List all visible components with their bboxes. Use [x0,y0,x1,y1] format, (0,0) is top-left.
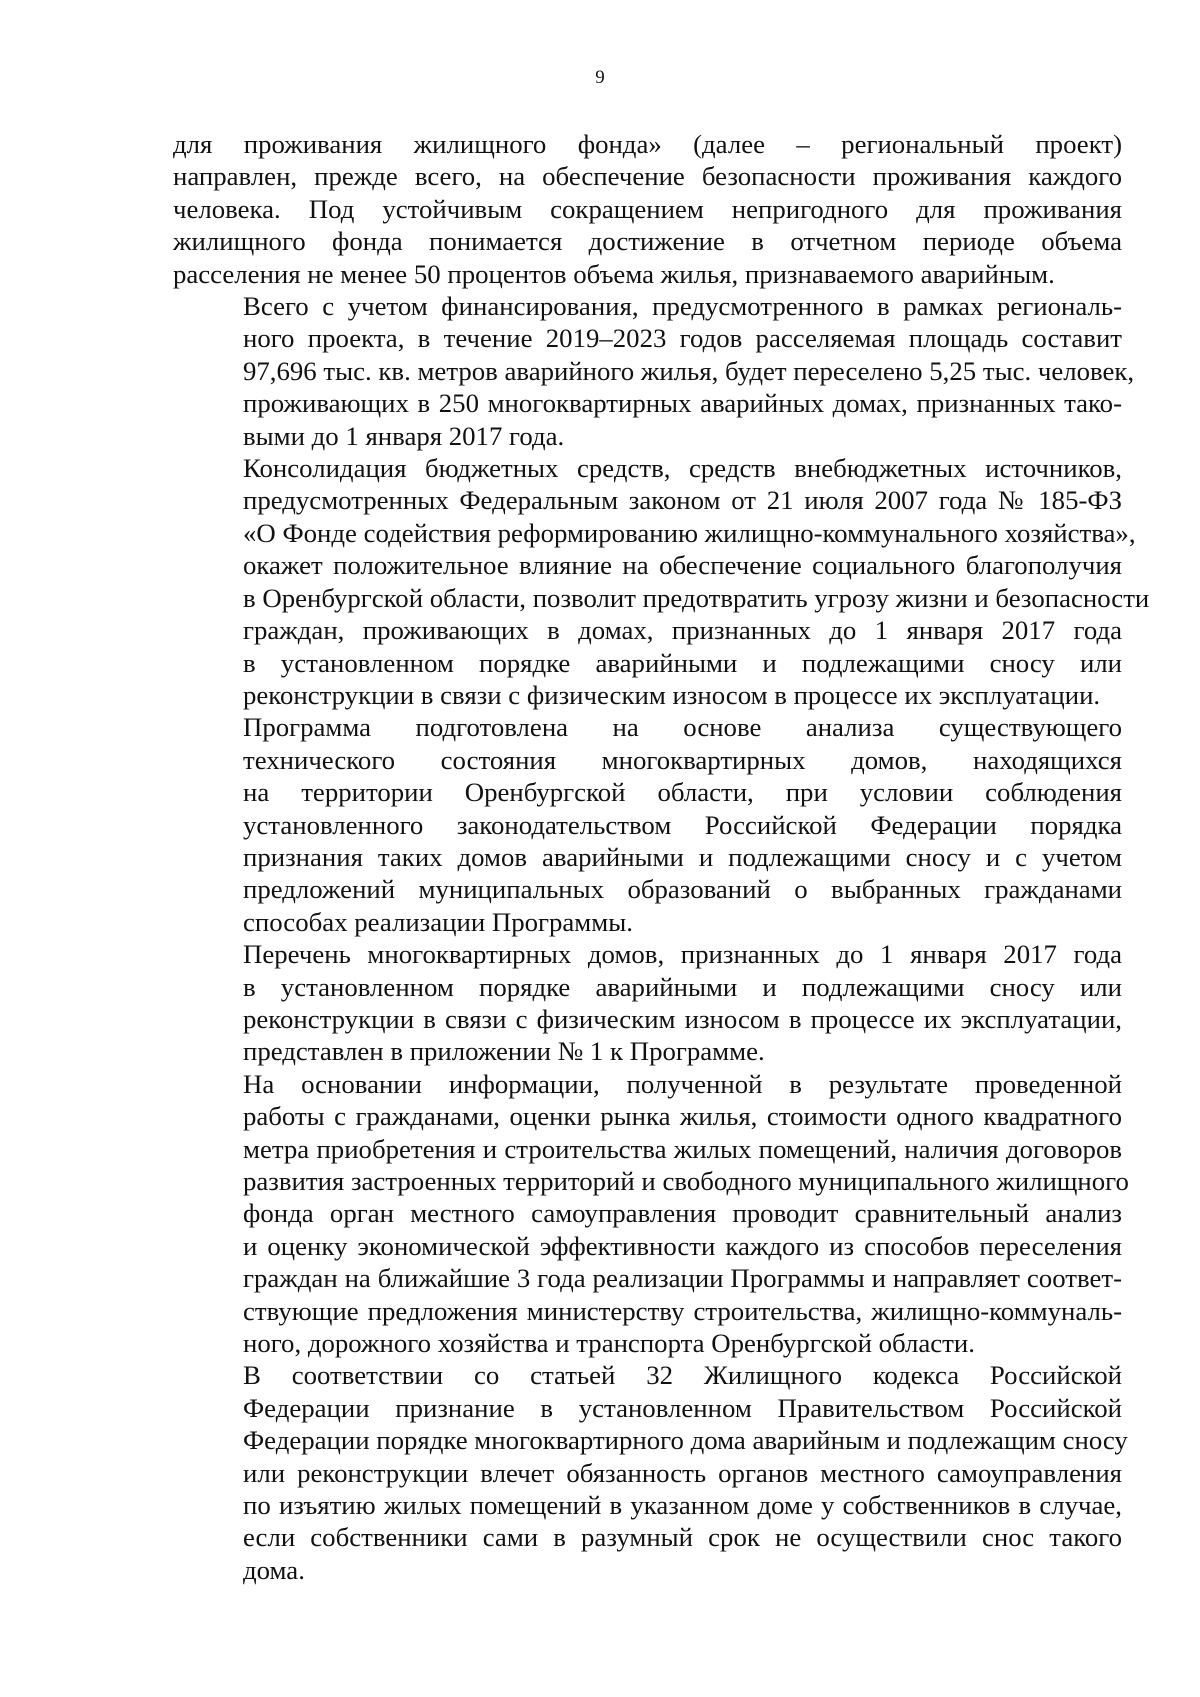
paragraph [173,452,1150,711]
text-line: расселения не менее 50 процентов объема жилья, признаваемого аварийным. [173,258,1055,289]
text-line: реконструкции в связи с физическим износом в процессе их эксплуатации, [243,1003,1122,1034]
text-line: граждан на ближайшие 3 года реализации Программы и направляет соответ- [243,1263,1122,1294]
text-line: Программа подготовлена на основе анализа существующего [243,712,1122,743]
paragraph [173,290,1135,452]
text-line: установленного законодательством Российской Федерации порядка [243,809,1122,840]
text-line: ствующие предложения министерству строительства, жилищно-коммуналь- [243,1295,1122,1326]
text-line: граждан, проживающих в домах, признанных до 1 января 2017 года [243,615,1122,646]
text-line: В соответствии со статьей 32 Жилищного кодекса Российской [243,1360,1122,1391]
page-number: 9 [595,67,605,88]
text-line: «О Фонде содействия реформированию жилищно-коммунального хозяйства», [243,517,1136,548]
text-line: работы с гражданами, оценки рынка жилья, стоимости одного квадратного [243,1101,1122,1132]
paragraph [173,711,1122,938]
text-line: ного проекта, в течение 2019–2023 годов расселяемая площадь составит [243,323,1122,354]
text-line: в установленном порядке аварийными и подлежащими сносу или [243,647,1122,678]
paragraph [173,128,1122,290]
text-line: дома. [243,1554,305,1585]
text-line: если собственники сами в разумный срок не осуществили снос такого [243,1522,1122,1553]
text-line: представлен в приложении № 1 к Программе. [243,1036,765,1067]
text-line: для проживания жилищного фонда» (далее – региональный проект) [173,129,1122,159]
text-line: реконструкции в связи с физическим износом в процессе их эксплуатации. [243,679,1101,710]
text-line: или реконструкции влечет обязанность органов местного самоуправления [243,1457,1122,1488]
text-line: фонда орган местного самоуправления проводит сравнительный анализ [243,1198,1122,1229]
text-line: и оценку экономической эффективности каждого из способов переселения [243,1230,1122,1261]
text-line: в Оренбургской области, позволит предотвратить угрозу жизни и безопасности [243,582,1150,613]
text-line: по изъятию жилых помещений в указанном доме у собственников в случае, [243,1490,1122,1521]
text-line: Перечень многоквартирных домов, признанных до 1 января 2017 года [243,939,1122,970]
text-line: признания таких домов аварийными и подлежащими сносу и с учетом [243,841,1122,872]
paragraph [173,1359,1128,1586]
text-line: окажет положительное влияние на обеспечение социального благополучия [243,550,1122,581]
text-line: в установленном порядке аварийными и подлежащими сносу или [243,971,1122,1002]
text-line: ного, дорожного хозяйства и транспорта Оренбургской области. [243,1328,975,1359]
text-line: Всего с учетом финансирования, предусмотренного в рамках региональ- [243,291,1122,322]
text-line: предусмотренных Федеральным законом от 21 июля 2007 года № 185-ФЗ [243,485,1122,516]
text-line: На основании информации, полученной в результате проведенной [243,1068,1122,1099]
text-line: Федерации признание в установленном Правительством Российской [243,1392,1122,1423]
text-line: 97,696 тыс. кв. метров аварийного жилья, будет переселено 5,25 тыс. человек, [243,355,1135,386]
text-line: Консолидация бюджетных средств, средств внебюджетных источников, [243,453,1122,484]
text-line: выми до 1 января 2017 года. [243,420,565,451]
text-line: человека. Под устойчивым сокращением непригодного для проживания [173,193,1122,224]
text-line: предложений муниципальных образований о выбранных гражданами [243,874,1122,905]
text-line: технического состояния многоквартирных домов, находящихся [243,744,1122,775]
text-line: способах реализации Программы. [243,906,633,937]
document-body [173,128,1150,1586]
text-line: направлен, прежде всего, на обеспечение безопасности проживания каждого [173,161,1122,192]
text-line: Федерации порядке многоквартирного дома аварийным и подлежащим сносу [243,1425,1128,1456]
text-line: развития застроенных территорий и свободного муниципального жилищного [243,1166,1129,1196]
paragraph [173,938,1122,1068]
text-line: проживающих в 250 многоквартирных аварийных домах, признанных тако- [243,388,1122,419]
text-line: жилищного фонда понимается достижение в отчетном периоде объема [173,226,1122,257]
text-line: на территории Оренбургской области, при условии соблюдения [243,777,1122,808]
text-line: метра приобретения и строительства жилых помещений, наличия договоров [243,1133,1122,1164]
paragraph [173,1068,1129,1360]
